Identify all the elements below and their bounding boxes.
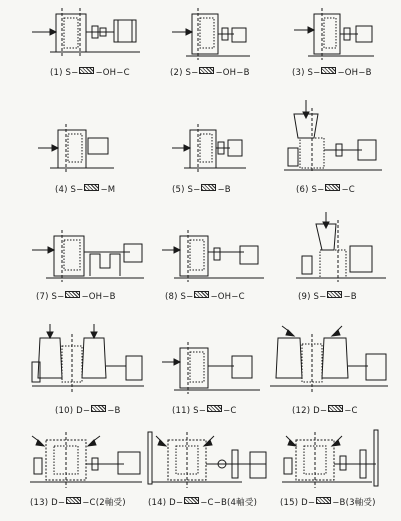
caption-14: (14) D− −C−B(4軸受) xyxy=(148,498,258,508)
figure-9 xyxy=(292,210,401,286)
figure-6 xyxy=(282,98,401,178)
caption-11: (11) S− −C xyxy=(172,406,237,416)
caption-15: (15) D− −B(3軸受) xyxy=(280,498,376,508)
figure-13 xyxy=(28,428,156,492)
figure-3 xyxy=(292,6,401,64)
fan-diagram-14 xyxy=(146,428,274,492)
figure-8 xyxy=(160,228,288,286)
fan-diagram-10 xyxy=(30,322,150,398)
fan-diagram-6 xyxy=(282,98,394,178)
caption-3: (3) S− −OH−B xyxy=(292,68,372,78)
caption-4: (4) S− −M xyxy=(55,185,116,195)
figure-14 xyxy=(146,428,274,492)
fan-diagram-15 xyxy=(280,428,396,492)
fan-diagram-8 xyxy=(160,228,270,286)
figure-10 xyxy=(30,322,158,398)
fan-diagram-7 xyxy=(30,228,150,286)
fan-diagram-1 xyxy=(30,6,158,64)
fan-diagram-3 xyxy=(292,6,392,64)
caption-5: (5) S− −B xyxy=(172,185,231,195)
fan-diagram-9 xyxy=(292,210,392,286)
caption-7: (7) S− −OH−B xyxy=(36,292,116,302)
figure-7 xyxy=(30,228,158,286)
caption-9: (9) S− −B xyxy=(298,292,357,302)
fan-diagram-13 xyxy=(28,428,146,492)
fan-diagram-12 xyxy=(268,322,392,398)
caption-13: (13) D− −C(2軸受) xyxy=(30,498,126,508)
figure-15 xyxy=(280,428,401,492)
figure-5 xyxy=(170,118,298,176)
fan-diagram-2 xyxy=(170,6,270,64)
caption-8: (8) S− −OH−C xyxy=(165,292,245,302)
figure-1 xyxy=(30,6,158,64)
fan-diagram-11 xyxy=(160,340,270,398)
caption-10: (10) D− −B xyxy=(55,406,121,416)
fan-diagram-4 xyxy=(36,118,136,176)
figure-2 xyxy=(170,6,298,64)
caption-2: (2) S− −OH−B xyxy=(170,68,250,78)
figure-4 xyxy=(36,118,164,176)
caption-1: (1) S− −OH−C xyxy=(50,68,130,78)
caption-12: (12) D− −C xyxy=(292,406,358,416)
figure-12 xyxy=(268,322,396,398)
caption-6: (6) S− −C xyxy=(296,185,355,195)
fan-diagram-5 xyxy=(170,118,270,176)
